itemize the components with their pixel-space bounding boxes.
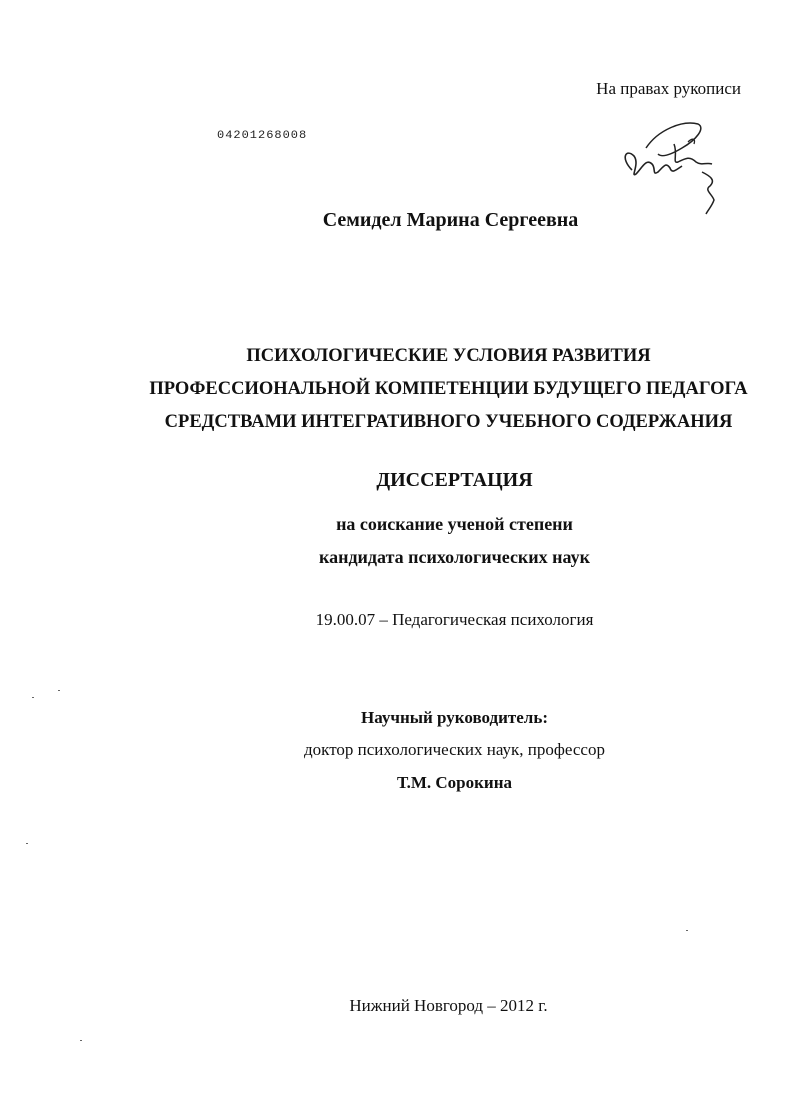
- scan-speck: [686, 930, 688, 931]
- supervisor-name: Т.М. Сорокина: [396, 773, 513, 792]
- rights-note: На правах рукописи: [596, 79, 741, 98]
- document-type: ДИССЕРТАЦИЯ: [376, 469, 533, 491]
- supervisor-rank: доктор психологических наук, профессор: [304, 740, 605, 759]
- author-name: Семидел Марина Сергеевна: [322, 209, 579, 231]
- title-line: СРЕДСТВАМИ ИНТЕГРАТИВНОГО УЧЕБНОГО СОДЕРЖАНИЯ: [164, 412, 733, 432]
- degree-line: кандидата психологических наук: [318, 547, 591, 567]
- scan-speck: [58, 690, 60, 691]
- scan-speck: [80, 1040, 82, 1041]
- title-line: ПРОФЕССИОНАЛЬНОЙ КОМПЕТЕНЦИИ БУДУЩЕГО ПЕДАГОГА: [149, 379, 748, 399]
- dissertation-title: [50, 340, 797, 439]
- degree-line: на соискание ученой степени: [336, 514, 573, 534]
- degree-statement: [56, 508, 797, 574]
- specialty-code: 19.00.07 – Педагогическая психология: [315, 610, 594, 629]
- author-signature: [612, 118, 724, 218]
- scan-speck: [32, 697, 34, 698]
- title-line: ПСИХОЛОГИЧЕСКИЕ УСЛОВИЯ РАЗВИТИЯ: [246, 346, 651, 366]
- registration-code: 04201268008: [217, 128, 308, 142]
- scan-speck: [26, 843, 28, 844]
- city-year: Нижний Новгород – 2012 г.: [349, 996, 548, 1015]
- supervisor-heading: Научный руководитель:: [361, 708, 548, 727]
